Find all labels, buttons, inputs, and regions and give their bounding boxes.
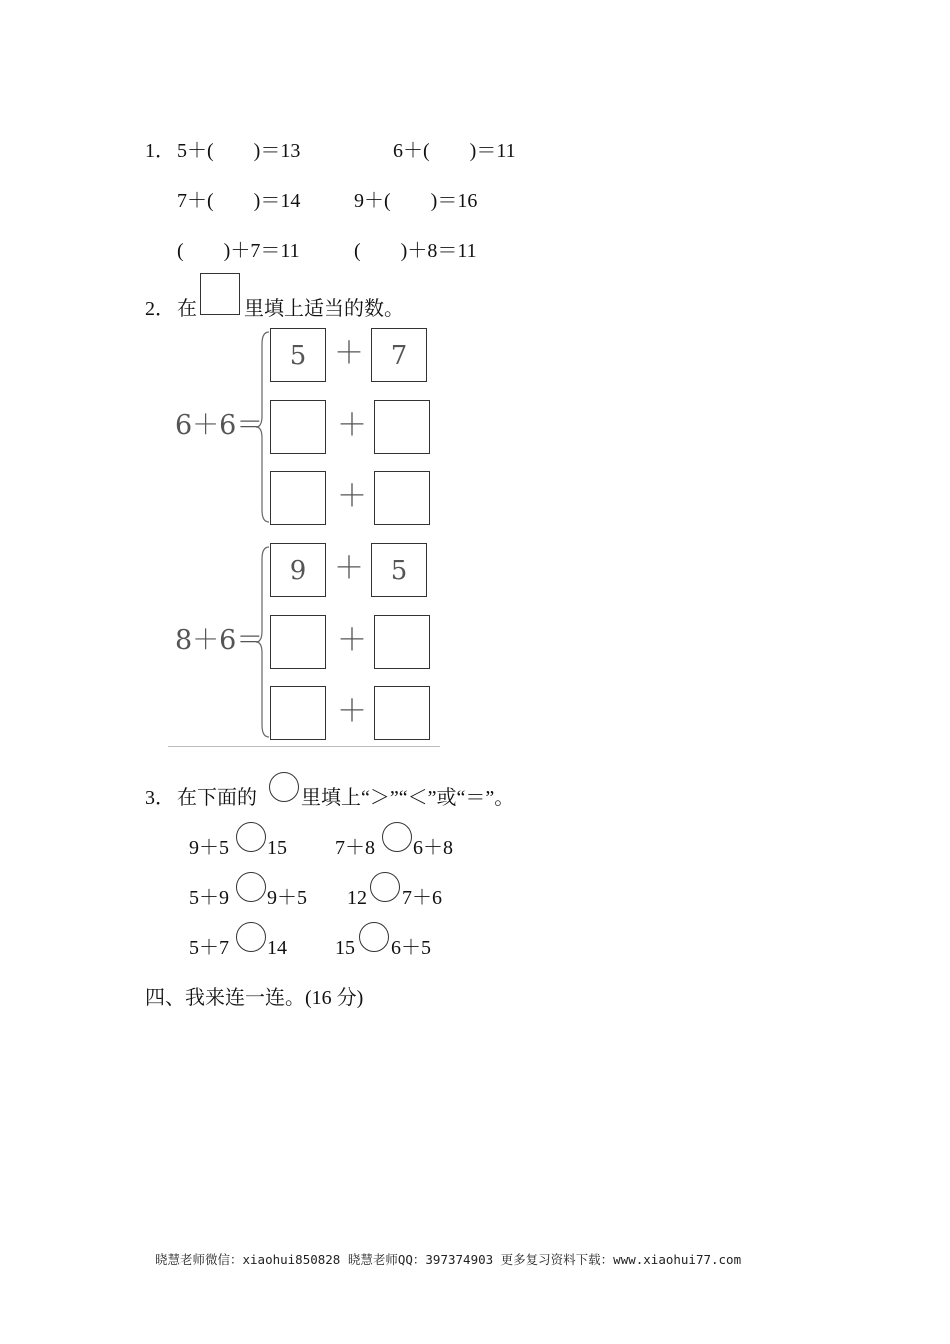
question-1-number: 1． bbox=[145, 140, 175, 162]
group-2-lhs: 8＋6＝ bbox=[175, 625, 264, 656]
group-1-row-2-left-box[interactable] bbox=[270, 400, 326, 454]
group-1-row-3-right-box[interactable] bbox=[374, 471, 430, 525]
answer-box-example bbox=[200, 273, 240, 315]
compare-3b-left: 15 bbox=[335, 937, 355, 959]
equation-3b: ( )＋8＝11 bbox=[354, 240, 477, 262]
group-1-row-3-plus: ＋ bbox=[337, 479, 367, 514]
group-2-row-1-right-box: 5 bbox=[371, 543, 427, 597]
divider-line bbox=[168, 746, 440, 747]
group-2-row-2-plus: ＋ bbox=[337, 623, 367, 658]
compare-circle-1a[interactable] bbox=[236, 822, 266, 852]
group-1-row-1-right-box: 7 bbox=[371, 328, 427, 382]
compare-circle-1b[interactable] bbox=[382, 822, 412, 852]
compare-2b-left: 12 bbox=[347, 887, 367, 909]
group-1-brace bbox=[254, 330, 270, 525]
compare-2a-right: 9＋5 bbox=[267, 887, 307, 909]
group-2-row-2-left-box[interactable] bbox=[270, 615, 326, 669]
question-2-prefix: 在 bbox=[177, 298, 197, 320]
question-2-suffix: 里填上适当的数。 bbox=[244, 298, 404, 320]
group-1-row-2-right-box[interactable] bbox=[374, 400, 430, 454]
compare-circle-example bbox=[269, 772, 299, 802]
group-2-row-2-right-box[interactable] bbox=[374, 615, 430, 669]
compare-circle-2a[interactable] bbox=[236, 872, 266, 902]
group-2-row-1-plus: ＋ bbox=[334, 551, 364, 586]
group-1-row-1-plus: ＋ bbox=[334, 336, 364, 371]
group-2-row-3-left-box[interactable] bbox=[270, 686, 326, 740]
equation-1b: 6＋( )＝11 bbox=[393, 140, 516, 162]
compare-3a-left: 5＋7 bbox=[189, 937, 229, 959]
group-2-row-3-right-box[interactable] bbox=[374, 686, 430, 740]
group-2-brace bbox=[254, 545, 270, 740]
compare-circle-3b[interactable] bbox=[359, 922, 389, 952]
compare-2b-right: 7＋6 bbox=[402, 887, 442, 909]
compare-3a-right: 14 bbox=[267, 937, 287, 959]
group-2-row-1-left-box: 9 bbox=[270, 543, 326, 597]
equation-3a: ( )＋7＝11 bbox=[177, 240, 300, 262]
question-3-number: 3． bbox=[145, 787, 175, 809]
compare-1b-right: 6＋8 bbox=[413, 837, 453, 859]
group-2-row-3-plus: ＋ bbox=[337, 694, 367, 729]
compare-3b-right: 6＋5 bbox=[391, 937, 431, 959]
compare-circle-2b[interactable] bbox=[370, 872, 400, 902]
compare-2a-left: 5＋9 bbox=[189, 887, 229, 909]
group-1-row-3-left-box[interactable] bbox=[270, 471, 326, 525]
compare-1a-left: 9＋5 bbox=[189, 837, 229, 859]
section-4-heading: 四、我来连一连。(16 分) bbox=[145, 987, 364, 1009]
question-3-prefix: 在下面的 bbox=[177, 787, 257, 809]
compare-1a-right: 15 bbox=[267, 837, 287, 859]
question-2-number: 2． bbox=[145, 298, 175, 320]
group-1-lhs: 6＋6＝ bbox=[175, 410, 264, 441]
compare-circle-3a[interactable] bbox=[236, 922, 266, 952]
equation-1a: 5＋( )＝13 bbox=[177, 140, 301, 162]
footer-contact: 晓慧老师微信：xiaohui850828 晓慧老师QQ：397374903 更多复习资料下载：www.xiaohui77.com bbox=[155, 1252, 742, 1267]
equation-2b: 9＋( )＝16 bbox=[354, 190, 478, 212]
group-1-row-2-plus: ＋ bbox=[337, 408, 367, 443]
group-1-row-1-left-box: 5 bbox=[270, 328, 326, 382]
question-3-suffix: 里填上“＞”“＜”或“＝”。 bbox=[301, 787, 515, 809]
equation-2a: 7＋( )＝14 bbox=[177, 190, 301, 212]
compare-1b-left: 7＋8 bbox=[335, 837, 375, 859]
